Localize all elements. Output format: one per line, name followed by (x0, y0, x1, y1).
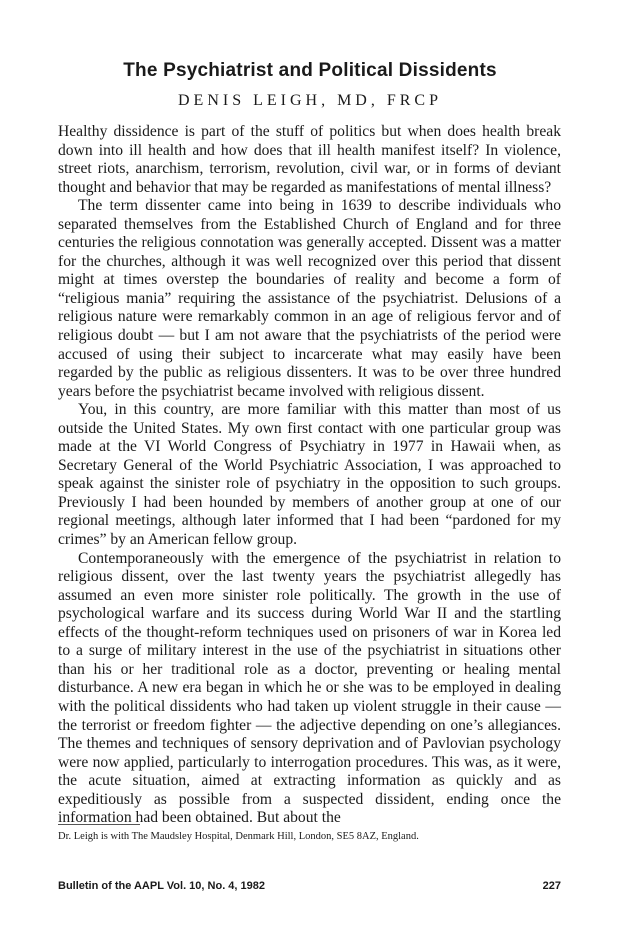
body-paragraph: Healthy dissidence is part of the stuff of politics but when does health break down into ill health and how does that ill health manifest itself? In violence, street riots, anarchism, terrorism, revolution, civil war, or in forms of deviant thought and behavior that may be regarded as manifestations of mental illness? (58, 123, 561, 196)
page-number: 227 (542, 880, 561, 892)
body-paragraph: Contemporaneously with the emergence of the psychiatrist in relation to religious dissent, over the last twenty years the psychiatrist allegedly has assumed an even more sinister role politically. The growth in the use of psychological warfare and its success during World War II and the startling effects of the thought-reform techniques used on prisoners of war in Korea led to a surge of military interest in the use of the psychiatrist in situations other than his or her traditional role as a doctor, preventing or healing mental disturbance. A new era began in which he or she was to be employed in dealing with the political dissidents who had taken up violent struggle in their cause — the terrorist or freedom fighter — the adjective depending on one’s allegiances. The themes and techniques of sensory deprivation and of Pavlovian psychology were now applied, particularly to interrogation procedures. This was, as it were, the acute situation, aimed at extracting information as quickly and as expeditiously as possible from a suspected dissident, ending once the information had been obtained. But about the (58, 549, 561, 827)
article-title: The Psychiatrist and Political Dissidents (123, 60, 497, 81)
article-author: DENIS LEIGH, MD, FRCP (177, 92, 442, 109)
article-body (58, 123, 561, 828)
author-footnote: Dr. Leigh is with The Maudsley Hospital, Denmark Hill, London, SE5 8AZ, England. (58, 831, 419, 842)
body-paragraph: You, in this country, are more familiar with this matter than most of us outside the United States. My own first contact with one particular group was made at the VI World Congress of Psychiatry in 1977 in Hawaii when, as Secretary General of the World Psychiatric Association, I was approached to speak against the sinister role of psychiatry in the opposition to such groups. Previously I had been hounded by members of another group at one of our regional meetings, although later informed that I had been “pardoned for my crimes” by an American fellow group. (58, 401, 561, 549)
body-paragraph: The term dissenter came into being in 1639 to describe individuals who separated themselves from the Established Church of England and for three centuries the religious connotation was generally accepted. Dissent was a matter for the churches, although it was well recognized over this period that dissent might at times overstep the boundaries of reality and become a form of “religious mania” requiring the assistance of the psychiatrist. Delusions of a religious nature were remarkably common in an age of religious fervor and of religious doubt — but I am not aware that the psychiatrists of the period were accused of using their subject to incarcerate what may easily have been regarded by the public as religious dissenters. It was to be over three hundred years before the psychiatrist became involved with religious dissent. (58, 197, 561, 400)
journal-citation: Bulletin of the AAPL Vol. 10, No. 4, 1982 (58, 880, 266, 892)
footnote-divider (58, 824, 140, 825)
